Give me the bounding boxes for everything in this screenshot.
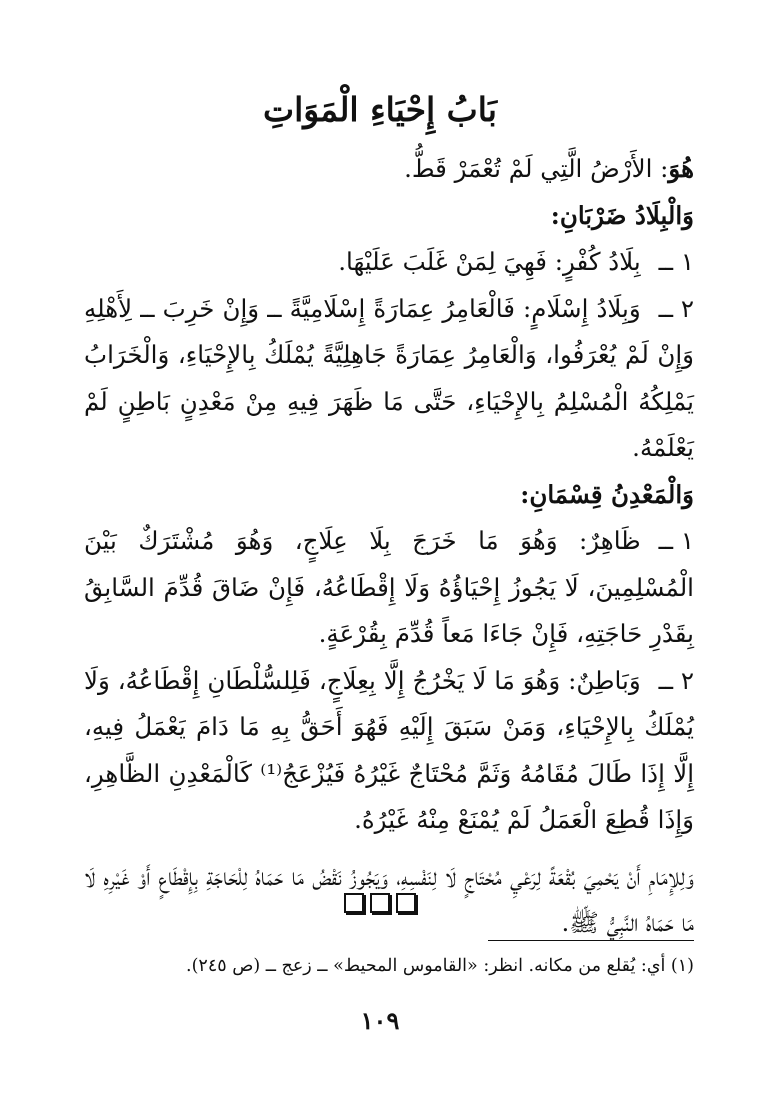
- item-text: وَبِلَادُ إِسْلَامٍ: فَالْعَامِرُ عِمَارَةً إِسْلَامِيَّةً ــ وَإِنْ خَرِبَ ــ لِأَهْلِهِ وَإِنْ لَمْ يُعْرَفُوا، وَالْعَامِرُ عِمَارَةً جَاهِلِيَّةً يُمْلَكُ بِالإِحْيَاءِ، وَالْخَرَابُ يَمْلِكُهُ الْمُسْلِمُ بِالإِحْيَاءِ، حَتَّى مَا ظَهَرَ فِيهِ مِنْ مَعْدِنٍ بَاطِنٍ لَمْ يَعْلَمْهُ.: [84, 293, 694, 462]
- body-text: [84, 146, 694, 947]
- countries-item-2: [84, 286, 694, 472]
- page-number: ١٠٩: [360, 1006, 400, 1035]
- item-number: ١ ــ: [658, 526, 694, 555]
- countries-heading: وَالْبِلَادُ ضَرْبَانِ:: [550, 200, 694, 230]
- square-ornament: [396, 893, 416, 913]
- countries-item-1: [84, 239, 694, 286]
- chapter-title: بَابُ إِحْيَاءِ الْمَوَاتِ: [263, 90, 497, 129]
- mines-item-1: [84, 518, 694, 658]
- item-number: ٢ ــ: [658, 665, 694, 695]
- definition-term: هُوَ: [668, 154, 694, 183]
- item-number: ١ ــ: [658, 247, 694, 276]
- section-end-ornament: [0, 893, 760, 913]
- item-text: وَبَاطِنٌ: وَهُوَ مَا لَا يَخْرُجُ إِلَّا بِعِلَاجٍ، فَلِلسُّلْطَانِ إِقْطَاعُهُ، وَلَا يُمْلَكُ بِالإِحْيَاءِ، وَمَنْ سَبَقَ إِلَيْهِ فَهُوَ أَحَقُّ بِهِ مَا دَامَ يَعْمَلُ فِيهِ، إِلَّا إِذَا طَالَ مُقَامُهُ وَثَمَّ مُحْتَاجٌ غَيْرُهُ فَيُزْعَجُ⁽¹⁾ كَالْمَعْدِنِ الظَّاهِرِ، وَإِذَا قُطِعَ الْعَمَلُ لَمْ يُمْنَعْ مِنْهُ غَيْرُهُ.: [84, 665, 695, 834]
- square-ornament: [370, 893, 390, 913]
- item-number: ٢ ــ: [658, 293, 694, 323]
- footnote: (١) أي: يُقلع من مكانه. انظر: «القاموس المحيط» ــ زعج ــ (ص ٢٤٥).: [186, 956, 694, 976]
- imam-paragraph: وَلِلإِمَامِ أَنْ يَحْمِيَ بُقْعَةً لِرَعْيِ مُحْتَاجٍ لَا لِنَفْسِهِ، وَيَجُوزُ نَقْضُ مَا حَمَاهُ لِلْحَاجَةِ بِإِقْطَاعٍ أَوْ غَيْرِهِ لَا مَا حَمَاهُ النَّبِيُّ ﷺ.: [84, 861, 694, 937]
- mines-heading: وَالْمَعْدِنُ قِسْمَانِ:: [520, 479, 694, 509]
- item-text: ظَاهِرٌ: وَهُوَ مَا خَرَجَ بِلَا عِلَاجٍ، وَهُوَ مُشْتَرَكٌ بَيْنَ الْمُسْلِمِينَ، لَا يَجُوزُ إِحْيَاؤُهُ وَلَا إِقْطَاعُهُ، فَإِنْ ضَاقَ قُدِّمَ السَّابِقُ بِقَدْرِ حَاجَتِهِ، فَإِنْ جَاءَا مَعاً قُدِّمَ بِقُرْعَةٍ.: [84, 526, 694, 648]
- definition-line: [84, 146, 694, 193]
- footnote-divider: [488, 940, 694, 941]
- item-text: بِلَادُ كُفْرٍ: فَهِيَ لِمَنْ غَلَبَ عَلَيْهَا.: [338, 247, 641, 276]
- mines-item-2: [84, 658, 694, 844]
- square-ornament: [344, 893, 364, 913]
- definition-text: : الأَرْضُ الَّتِي لَمْ تُعْمَرْ قَطُّ.: [404, 154, 669, 183]
